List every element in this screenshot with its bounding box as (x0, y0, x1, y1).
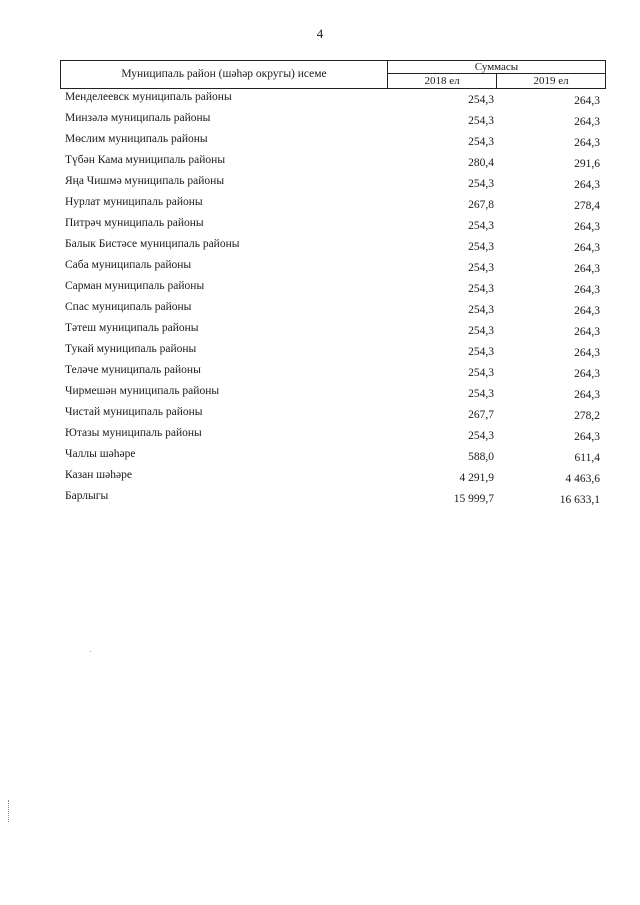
scan-dot (90, 651, 91, 652)
table-row (60, 341, 606, 362)
row-name: Яңа Чишмә муниципаль районы (65, 175, 225, 187)
row-name: Тәтеш муниципаль районы (65, 322, 199, 334)
row-value-2018: 254,3 (468, 283, 494, 295)
table-row (60, 194, 606, 215)
row-name: Минзәлә муниципаль районы (65, 112, 211, 124)
table-row (60, 425, 606, 446)
column-header-name: Муниципаль район (шәһәр округы) исеме (61, 61, 388, 88)
row-value-2019: 264,3 (574, 368, 600, 380)
table-row (60, 110, 606, 131)
table-row (60, 362, 606, 383)
table-row (60, 299, 606, 320)
table-row (60, 404, 606, 425)
column-header-2018: 2018 ел (388, 74, 497, 88)
row-value-2019: 4 463,6 (565, 473, 600, 485)
table-row (60, 257, 606, 278)
row-name: Мөслим муниципаль районы (65, 133, 208, 145)
table-row (60, 320, 606, 341)
row-value-2019: 278,2 (574, 410, 600, 422)
row-value-2018: 267,7 (468, 409, 494, 421)
row-value-2019: 264,3 (574, 116, 600, 128)
row-value-2019: 264,3 (574, 242, 600, 254)
row-name: Сарман муниципаль районы (65, 280, 205, 292)
row-value-2018: 280,4 (468, 157, 494, 169)
row-name: Тукай муниципаль районы (65, 343, 197, 355)
row-value-2019: 264,3 (574, 389, 600, 401)
row-name: Спас муниципаль районы (65, 301, 192, 313)
row-name: Түбән Кама муниципаль районы (65, 154, 226, 166)
row-name: Саба муниципаль районы (65, 259, 192, 271)
row-value-2018: 254,3 (468, 94, 494, 106)
table-row (60, 131, 606, 152)
row-value-2019: 264,3 (574, 305, 600, 317)
row-value-2018: 254,3 (468, 262, 494, 274)
row-value-2019: 264,3 (574, 347, 600, 359)
row-value-2018: 254,3 (468, 304, 494, 316)
row-name: Барлыгы (65, 490, 109, 502)
table-row (60, 236, 606, 257)
row-name: Менделеевск муниципаль районы (65, 91, 232, 103)
table-row (60, 89, 606, 110)
row-value-2018: 588,0 (468, 451, 494, 463)
row-value-2018: 267,8 (468, 199, 494, 211)
row-value-2019: 264,3 (574, 284, 600, 296)
row-value-2019: 264,3 (574, 221, 600, 233)
table-row (60, 488, 606, 509)
row-value-2018: 254,3 (468, 388, 494, 400)
table-row (60, 446, 606, 467)
row-name: Казан шәһәре (65, 469, 132, 481)
row-value-2019: 264,3 (574, 263, 600, 275)
row-name: Теләче муниципаль районы (65, 364, 201, 376)
row-name: Чирмешән муниципаль районы (65, 385, 220, 397)
row-value-2018: 254,3 (468, 241, 494, 253)
row-value-2018: 4 291,9 (459, 472, 494, 484)
page-number: 4 (316, 26, 324, 41)
column-header-2019: 2019 ел (533, 75, 569, 87)
row-value-2018: 254,3 (468, 220, 494, 232)
row-name: Ютазы муниципаль районы (65, 427, 202, 439)
row-name: Питрәч муниципаль районы (65, 217, 204, 229)
row-value-2019: 264,3 (574, 179, 600, 191)
table-row (60, 278, 606, 299)
column-header-sum: Суммасы (388, 61, 605, 74)
row-value-2019: 611,4 (574, 452, 600, 464)
table-row (60, 173, 606, 194)
row-value-2018: 15 999,7 (453, 493, 494, 505)
table-body (60, 89, 606, 509)
margin-marks (8, 800, 11, 822)
table-row (60, 152, 606, 173)
row-value-2018: 254,3 (468, 430, 494, 442)
row-value-2019: 264,3 (574, 137, 600, 149)
row-value-2019: 264,3 (574, 95, 600, 107)
row-value-2018: 254,3 (468, 346, 494, 358)
row-value-2018: 254,3 (468, 325, 494, 337)
row-value-2019: 278,4 (574, 200, 600, 212)
row-name: Балык Бистәсе муниципаль районы (65, 238, 240, 250)
row-value-2018: 254,3 (468, 136, 494, 148)
row-value-2019: 16 633,1 (559, 494, 600, 506)
table-row (60, 467, 606, 488)
table-header (60, 60, 606, 89)
table-row (60, 215, 606, 236)
table-row (60, 383, 606, 404)
row-value-2019: 264,3 (574, 431, 600, 443)
row-value-2019: 291,6 (574, 158, 600, 170)
row-name: Чаллы шәһәре (65, 448, 136, 460)
row-value-2018: 254,3 (468, 178, 494, 190)
row-value-2019: 264,3 (574, 326, 600, 338)
row-value-2018: 254,3 (468, 115, 494, 127)
row-value-2018: 254,3 (468, 367, 494, 379)
row-name: Нурлат муниципаль районы (65, 196, 203, 208)
row-name: Чистай муниципаль районы (65, 406, 203, 418)
